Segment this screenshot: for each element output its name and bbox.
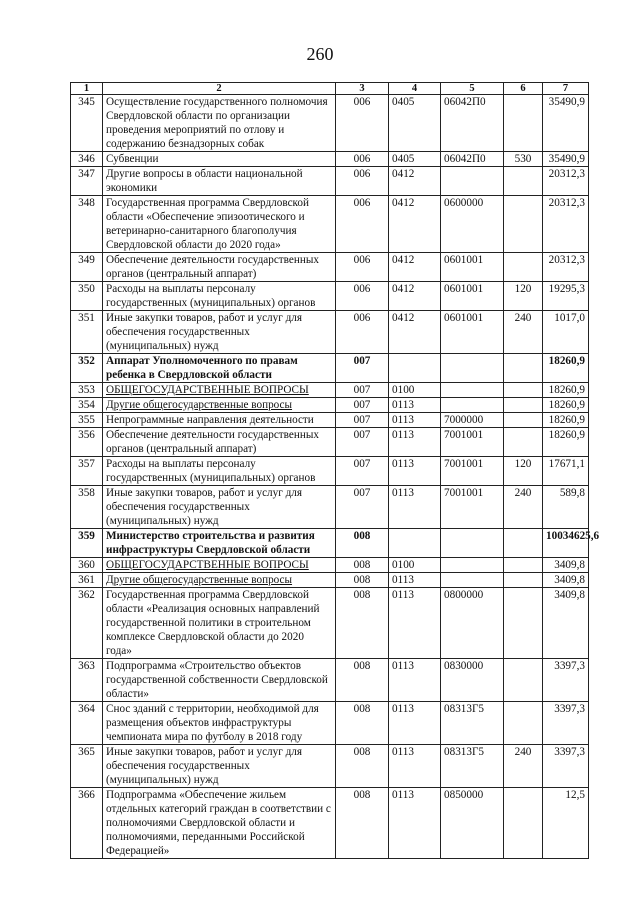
row-admin-code-cell: 008: [336, 529, 389, 558]
row-name-cell: Министерство строительства и развития инфраструктуры Свердловской области: [103, 529, 336, 558]
row-expense-type-cell: [504, 354, 543, 383]
row-target-cell: 0601001: [441, 253, 504, 282]
row-amount-cell: 3409,8: [543, 573, 589, 588]
row-section-cell: 0412: [389, 196, 441, 253]
row-target-cell: 0601001: [441, 311, 504, 354]
row-admin-code-cell: 007: [336, 428, 389, 457]
row-section-cell: 0113: [389, 573, 441, 588]
row-amount-cell: 3397,3: [543, 659, 589, 702]
row-section-cell: 0113: [389, 398, 441, 413]
row-name-cell: Непрограммные направления деятельности: [103, 413, 336, 428]
row-name-cell: ОБЩЕГОСУДАРСТВЕННЫЕ ВОПРОСЫ: [103, 383, 336, 398]
budget-table: [70, 82, 600, 859]
row-amount-cell: 3397,3: [543, 745, 589, 788]
row-amount-cell: 20312,3: [543, 167, 589, 196]
row-admin-code-cell: 006: [336, 152, 389, 167]
row-target-cell: 0601001: [441, 282, 504, 311]
row-name-cell: Обеспечение деятельности государственных органов (центральный аппарат): [103, 253, 336, 282]
row-name-cell: Иные закупки товаров, работ и услуг для обеспечения государственных (муниципальных) нужд: [103, 745, 336, 788]
table-row: [71, 702, 589, 745]
row-target-cell: [441, 558, 504, 573]
row-admin-code-cell: 006: [336, 167, 389, 196]
table-row: [71, 588, 589, 659]
row-name-cell: Другие общегосударственные вопросы: [103, 398, 336, 413]
row-target-cell: [441, 167, 504, 196]
row-expense-type-cell: [504, 529, 543, 558]
row-target-cell: 06042П0: [441, 152, 504, 167]
row-number-cell: 360: [71, 558, 103, 573]
row-expense-type-cell: [504, 253, 543, 282]
row-section-cell: 0113: [389, 659, 441, 702]
row-number-cell: 346: [71, 152, 103, 167]
row-amount-cell: 3409,8: [543, 588, 589, 659]
row-amount-cell: 18260,9: [543, 428, 589, 457]
row-section-cell: 0405: [389, 95, 441, 152]
row-expense-type-cell: [504, 167, 543, 196]
table-row: [71, 383, 589, 398]
row-section-cell: 0405: [389, 152, 441, 167]
row-target-cell: 0800000: [441, 588, 504, 659]
row-expense-type-cell: [504, 413, 543, 428]
row-expense-type-cell: 120: [504, 457, 543, 486]
row-amount-cell: 3397,3: [543, 702, 589, 745]
row-amount-cell: 10034625,6: [543, 529, 589, 558]
row-section-cell: 0412: [389, 282, 441, 311]
row-admin-code-cell: 008: [336, 573, 389, 588]
column-header: 7: [543, 83, 589, 95]
row-admin-code-cell: 007: [336, 413, 389, 428]
row-number-cell: 361: [71, 573, 103, 588]
row-number-cell: 358: [71, 486, 103, 529]
row-name-cell: Подпрограмма «Строительство объектов государственной собственности Свердловской области»: [103, 659, 336, 702]
row-section-cell: 0412: [389, 167, 441, 196]
row-amount-cell: 20312,3: [543, 253, 589, 282]
row-admin-code-cell: 006: [336, 282, 389, 311]
row-number-cell: 356: [71, 428, 103, 457]
table-row: [71, 282, 589, 311]
row-number-cell: 347: [71, 167, 103, 196]
row-amount-cell: 35490,9: [543, 95, 589, 152]
row-admin-code-cell: 006: [336, 95, 389, 152]
table-row: [71, 311, 589, 354]
row-amount-cell: 589,8: [543, 486, 589, 529]
row-amount-cell: 35490,9: [543, 152, 589, 167]
row-section-cell: 0100: [389, 383, 441, 398]
row-target-cell: 0850000: [441, 788, 504, 859]
row-number-cell: 357: [71, 457, 103, 486]
row-admin-code-cell: 008: [336, 558, 389, 573]
row-number-cell: 352: [71, 354, 103, 383]
row-name-cell: Субвенции: [103, 152, 336, 167]
table-row: [71, 788, 589, 859]
table-row: [71, 428, 589, 457]
row-section-cell: 0412: [389, 253, 441, 282]
row-amount-cell: 18260,9: [543, 398, 589, 413]
table-row: [71, 152, 589, 167]
row-name-cell: Осуществление государственного полномочия Свердловской области по организации проведения мероприятий по отлову и содержанию безнадзорных собак: [103, 95, 336, 152]
row-section-cell: [389, 529, 441, 558]
row-target-cell: 08313Г5: [441, 702, 504, 745]
row-name-cell: Снос зданий с территории, необходимой для размещения объектов инфраструктуры чемпионата мира по футболу в 2018 году: [103, 702, 336, 745]
column-header: 3: [336, 83, 389, 95]
column-header: 4: [389, 83, 441, 95]
row-section-cell: 0113: [389, 745, 441, 788]
row-admin-code-cell: 007: [336, 486, 389, 529]
row-admin-code-cell: 008: [336, 788, 389, 859]
row-expense-type-cell: 530: [504, 152, 543, 167]
row-section-cell: 0412: [389, 311, 441, 354]
row-admin-code-cell: 006: [336, 311, 389, 354]
table-header-row: [71, 83, 589, 95]
table-row: [71, 573, 589, 588]
row-expense-type-cell: [504, 573, 543, 588]
row-section-cell: 0113: [389, 486, 441, 529]
row-expense-type-cell: [504, 398, 543, 413]
table-row: [71, 398, 589, 413]
row-expense-type-cell: [504, 788, 543, 859]
row-number-cell: 350: [71, 282, 103, 311]
row-number-cell: 359: [71, 529, 103, 558]
row-name-cell: Государственная программа Свердловской области «Реализация основных направлений государственной политики в строительном комплексе Свердловской области до 2020 года»: [103, 588, 336, 659]
column-header: 6: [504, 83, 543, 95]
column-header: 5: [441, 83, 504, 95]
row-number-cell: 363: [71, 659, 103, 702]
row-target-cell: [441, 573, 504, 588]
row-name-cell: ОБЩЕГОСУДАРСТВЕННЫЕ ВОПРОСЫ: [103, 558, 336, 573]
row-number-cell: 365: [71, 745, 103, 788]
row-section-cell: 0100: [389, 558, 441, 573]
row-target-cell: 0830000: [441, 659, 504, 702]
row-expense-type-cell: [504, 196, 543, 253]
row-section-cell: 0113: [389, 457, 441, 486]
row-number-cell: 345: [71, 95, 103, 152]
row-target-cell: [441, 398, 504, 413]
row-number-cell: 353: [71, 383, 103, 398]
row-number-cell: 366: [71, 788, 103, 859]
row-target-cell: 7001001: [441, 486, 504, 529]
row-name-cell: Государственная программа Свердловской области «Обеспечение эпизоотического и ветеринарно-санитарного благополучия Свердловской области до 2020 года»: [103, 196, 336, 253]
row-amount-cell: 18260,9: [543, 354, 589, 383]
row-target-cell: [441, 383, 504, 398]
column-header: 1: [71, 83, 103, 95]
row-section-cell: 0113: [389, 428, 441, 457]
table-row: [71, 558, 589, 573]
row-section-cell: 0113: [389, 788, 441, 859]
row-expense-type-cell: [504, 95, 543, 152]
row-admin-code-cell: 008: [336, 659, 389, 702]
table-row: [71, 745, 589, 788]
row-name-cell: Расходы на выплаты персоналу государственных (муниципальных) органов: [103, 282, 336, 311]
row-number-cell: 355: [71, 413, 103, 428]
table-row: [71, 95, 589, 152]
row-expense-type-cell: 240: [504, 486, 543, 529]
row-number-cell: 351: [71, 311, 103, 354]
row-name-cell: Другие вопросы в области национальной экономики: [103, 167, 336, 196]
row-amount-cell: 1017,0: [543, 311, 589, 354]
row-amount-cell: 20312,3: [543, 196, 589, 253]
row-number-cell: 362: [71, 588, 103, 659]
row-amount-cell: 12,5: [543, 788, 589, 859]
row-admin-code-cell: 007: [336, 398, 389, 413]
row-number-cell: 349: [71, 253, 103, 282]
table-row: [71, 659, 589, 702]
row-expense-type-cell: 240: [504, 745, 543, 788]
table-row: [71, 413, 589, 428]
row-admin-code-cell: 007: [336, 383, 389, 398]
table-row: [71, 196, 589, 253]
row-expense-type-cell: [504, 383, 543, 398]
row-admin-code-cell: 007: [336, 354, 389, 383]
row-target-cell: 0600000: [441, 196, 504, 253]
row-name-cell: Аппарат Уполномоченного по правам ребенка в Свердловской области: [103, 354, 336, 383]
row-target-cell: [441, 354, 504, 383]
row-target-cell: 08313Г5: [441, 745, 504, 788]
row-name-cell: Иные закупки товаров, работ и услуг для обеспечения государственных (муниципальных) нужд: [103, 486, 336, 529]
row-name-cell: Иные закупки товаров, работ и услуг для обеспечения государственных (муниципальных) нужд: [103, 311, 336, 354]
row-amount-cell: 18260,9: [543, 383, 589, 398]
row-name-cell: Подпрограмма «Обеспечение жильем отдельных категорий граждан в соответствии с полномочиями Свердловской области и полномочиями, переданными Российской Федерацией»: [103, 788, 336, 859]
row-expense-type-cell: [504, 588, 543, 659]
table-row: [71, 457, 589, 486]
row-admin-code-cell: 008: [336, 745, 389, 788]
row-name-cell: Другие общегосударственные вопросы: [103, 573, 336, 588]
row-admin-code-cell: 006: [336, 196, 389, 253]
row-amount-cell: 18260,9: [543, 413, 589, 428]
row-expense-type-cell: 120: [504, 282, 543, 311]
table-row: [71, 354, 589, 383]
table-row: [71, 167, 589, 196]
row-admin-code-cell: 006: [336, 253, 389, 282]
row-target-cell: 7001001: [441, 457, 504, 486]
row-number-cell: 364: [71, 702, 103, 745]
row-amount-cell: 19295,3: [543, 282, 589, 311]
row-section-cell: 0113: [389, 702, 441, 745]
column-header: 2: [103, 83, 336, 95]
row-number-cell: 354: [71, 398, 103, 413]
row-section-cell: 0113: [389, 413, 441, 428]
table-row: [71, 253, 589, 282]
row-section-cell: [389, 354, 441, 383]
row-expense-type-cell: [504, 702, 543, 745]
row-target-cell: [441, 529, 504, 558]
row-number-cell: 348: [71, 196, 103, 253]
row-expense-type-cell: [504, 659, 543, 702]
row-expense-type-cell: [504, 558, 543, 573]
table-row: [71, 486, 589, 529]
row-expense-type-cell: 240: [504, 311, 543, 354]
page-number: 260: [306, 44, 334, 64]
row-target-cell: 7000000: [441, 413, 504, 428]
row-admin-code-cell: 007: [336, 457, 389, 486]
table-row: [71, 529, 589, 558]
row-expense-type-cell: [504, 428, 543, 457]
row-amount-cell: 3409,8: [543, 558, 589, 573]
row-amount-cell: 17671,1: [543, 457, 589, 486]
row-admin-code-cell: 008: [336, 588, 389, 659]
row-name-cell: Расходы на выплаты персоналу государственных (муниципальных) органов: [103, 457, 336, 486]
row-name-cell: Обеспечение деятельности государственных органов (центральный аппарат): [103, 428, 336, 457]
row-section-cell: 0113: [389, 588, 441, 659]
row-target-cell: 7001001: [441, 428, 504, 457]
row-target-cell: 06042П0: [441, 95, 504, 152]
row-admin-code-cell: 008: [336, 702, 389, 745]
